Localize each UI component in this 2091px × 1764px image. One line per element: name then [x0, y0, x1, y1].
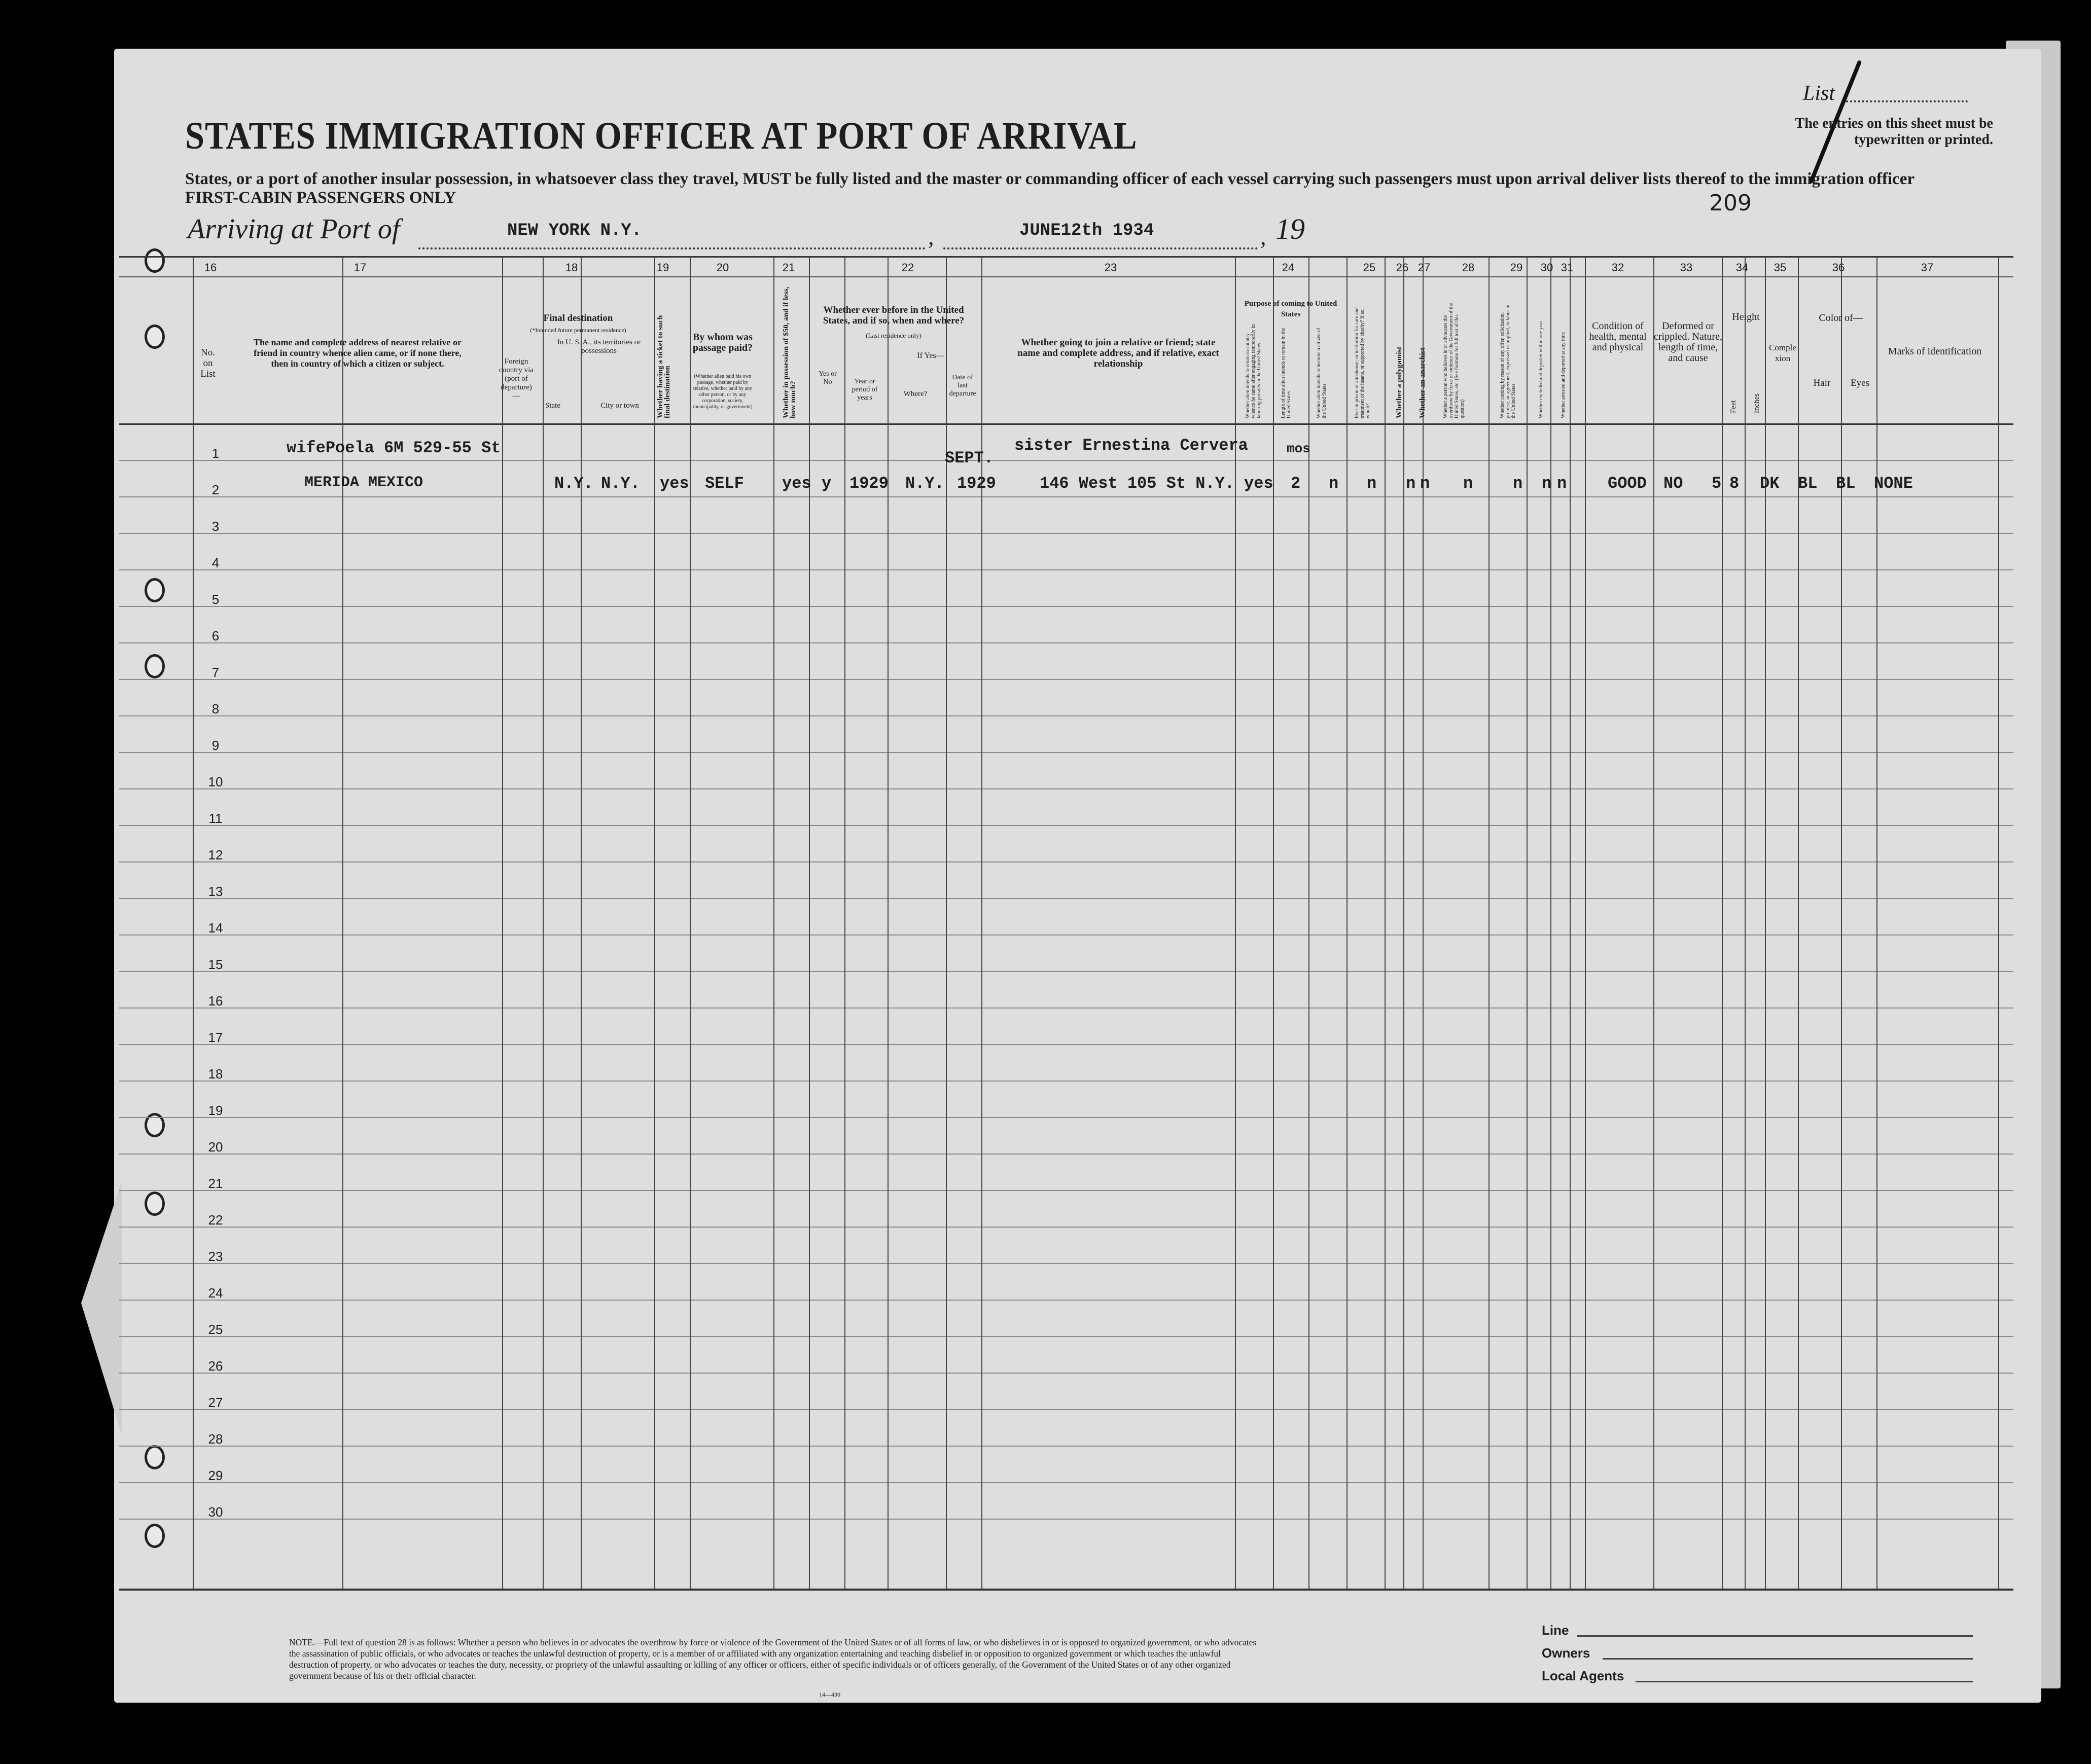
- column-rule: [1385, 256, 1386, 1589]
- citizen-intent-value: n: [1329, 474, 1339, 493]
- col-header-18-foreign: Foreign country via (port of departure)—: [499, 357, 534, 400]
- deformed-value: NO: [1663, 474, 1683, 493]
- col-header-22-year: Year or period of years: [852, 378, 878, 402]
- row-number: 17: [208, 1030, 223, 1045]
- row-number: 30: [208, 1504, 223, 1520]
- entries-note: The entries on this sheet must be typewritten or printed.: [1795, 116, 1993, 148]
- col-header-18: Final destination: [543, 313, 613, 323]
- where-value: N.Y.: [905, 474, 944, 493]
- row-number: 22: [208, 1212, 223, 1228]
- class-line: FIRST-CABIN PASSENGERS ONLY: [185, 189, 456, 207]
- col-header-34-feet: Feet: [1729, 400, 1738, 413]
- col-header-28: Whether a person who believes in or advocates the overthrow by force or violence of the Government of the United States, etc. (See footnote for full text of this question): [1443, 303, 1465, 418]
- col-num-20: 20: [716, 261, 729, 274]
- col-header-22-date: Date of last departure: [949, 374, 976, 398]
- col-header-35: Complexion: [1769, 343, 1796, 363]
- prison-value: n: [1367, 474, 1377, 493]
- row-rule: [119, 715, 2013, 716]
- column-rule: [1488, 256, 1490, 1589]
- col-num-21: 21: [782, 261, 795, 274]
- page-title: STATES IMMIGRATION OFFICER AT PORT OF ARRIVAL: [185, 115, 1138, 157]
- ticket-value: yes: [660, 474, 689, 493]
- footnote-question-28: NOTE.—Full text of question 28 is as follows: Whether a person who believes in or advocates the overthrow by force or violence of the Government of the United States or of all forms of law, or who disbelieves in or is opposed to organized government, or who advocates the assassination of public officials, or who advocates or teaches the unlawful destruction of property, or is a member of or affiliated with any organization entertaining and teaching disbelief in or opposition to organized government or which teaches the unlawful destruction of property, or who advocates or teaches the duty, necessity, or propriety of the unlawful assaulting or killing of any officer or officers, either of specific individuals or of officers generally, of the Government of the United States or of any other organized government because of his or their official character.: [289, 1637, 1257, 1681]
- marks-value: NONE: [1874, 474, 1913, 493]
- col-header-22-where: Where?: [903, 390, 928, 398]
- anarchist-value: n: [1420, 474, 1430, 493]
- row-rule: [119, 1007, 2013, 1009]
- column-rule: [1346, 256, 1348, 1589]
- row-number: 29: [208, 1468, 223, 1483]
- column-rule: [1273, 256, 1274, 1589]
- row-number: 10: [208, 774, 223, 789]
- col-header-37: Marks of identification: [1888, 346, 1982, 357]
- header-bottom-rule: [119, 423, 2013, 425]
- column-rule: [1550, 256, 1551, 1589]
- col-header-18-usa: In U. S. A., its territories or possessions: [557, 338, 641, 355]
- row-number: 19: [208, 1103, 223, 1118]
- agents-label: Local Agents: [1542, 1668, 1624, 1683]
- col-header-24-citizen: Whether alien intends to become a citizen of the United States: [1316, 328, 1327, 418]
- row-rule: [119, 1446, 2013, 1447]
- column-rule: [844, 256, 845, 1589]
- row-number: 25: [208, 1322, 223, 1337]
- year-prefix: 19: [1275, 212, 1305, 245]
- col-header-21: Whether in possession of $50, and if less, how much?: [782, 286, 797, 418]
- column-rule: [888, 256, 889, 1589]
- col-num-24: 24: [1282, 261, 1295, 274]
- date-comma: ,: [1260, 224, 1266, 249]
- col-header-34: Height: [1732, 311, 1760, 322]
- row-number: 11: [208, 811, 223, 826]
- col-num-32: 32: [1611, 261, 1624, 274]
- has-50-value: yes: [782, 474, 811, 493]
- col-num-19: 19: [656, 261, 669, 274]
- col-header-24: Purpose of coming to United States: [1244, 300, 1337, 318]
- col-num-31: 31: [1561, 261, 1574, 274]
- row-rule: [119, 533, 2013, 534]
- line-rule: [1577, 1635, 1973, 1637]
- row-rule: [119, 1373, 2013, 1374]
- row-number: 16: [208, 993, 223, 1009]
- column-rule: [502, 256, 503, 1589]
- return-intent-value: yes: [1244, 474, 1273, 493]
- row-rule: [119, 1081, 2013, 1082]
- labor-offer-value: n: [1513, 474, 1523, 493]
- departure-year: 1929: [957, 474, 996, 493]
- col-num-18: 18: [565, 261, 578, 274]
- row-number: 7: [211, 665, 220, 680]
- col-num-16: 16: [204, 261, 217, 274]
- port-comma: ,: [928, 224, 934, 249]
- col-header-20: By whom was passage paid?: [692, 332, 753, 353]
- col-header-18-city: City or town: [600, 402, 639, 410]
- col-header-22-note: (Last residence only): [866, 332, 922, 339]
- manifest-table: [119, 256, 2013, 1602]
- row-number: 6: [211, 628, 220, 643]
- row-rule: [119, 752, 2013, 753]
- row-number: 9: [211, 738, 220, 753]
- column-rule: [543, 256, 544, 1589]
- col-header-19: Whether having a ticket to such final destination: [656, 315, 671, 418]
- column-rule: [809, 256, 810, 1589]
- page-subtitle: States, or a port of another insular possession, in whatsoever class they travel, MUST be fully listed and the master or commanding officer of each vessel carrying such passengers must upon arrival deliver lists thereof to the immigration officer: [185, 170, 1915, 188]
- row-rule: [119, 1300, 2013, 1301]
- row-number: 18: [208, 1066, 223, 1082]
- col-num-33: 33: [1680, 261, 1693, 274]
- column-rule: [1235, 256, 1236, 1589]
- owners-rule: [1603, 1658, 1973, 1660]
- col-num-29: 29: [1510, 261, 1523, 274]
- col-header-29: Whether coming by reason of any offer, solicitation, promise, or agreement, expressed or implied, to labor in the United States: [1500, 304, 1516, 418]
- length-stay-value: 2: [1291, 474, 1301, 493]
- complexion-value: DK: [1760, 474, 1780, 493]
- relative-line-2: MERIDA MEXICO: [304, 474, 423, 491]
- col-header-26: Whether a polygamist: [1395, 346, 1403, 418]
- overthrow-value: n: [1463, 474, 1473, 493]
- row-number: 14: [208, 920, 223, 935]
- col-header-27: Whether an anarchist: [1419, 347, 1427, 418]
- eyes-value: BL: [1836, 474, 1856, 493]
- col-header-36: Color of—: [1819, 312, 1863, 323]
- join-line-1: sister Ernestina Cervera: [1014, 436, 1248, 455]
- owners-label: Owners: [1542, 1645, 1590, 1661]
- departure-month: SEPT.: [945, 449, 994, 467]
- col-header-36-hair: Hair: [1813, 378, 1831, 388]
- col-num-28: 28: [1462, 261, 1475, 274]
- col-header-32: Condition of health, mental and physical: [1589, 320, 1647, 353]
- row-number: 13: [208, 884, 223, 899]
- list-label: List: [1803, 82, 1835, 105]
- column-rule: [193, 256, 194, 1589]
- column-rule: [1570, 256, 1571, 1589]
- col-header-16: No. on List: [200, 347, 216, 379]
- column-rule: [773, 256, 774, 1589]
- list-number: [1876, 76, 1877, 77]
- column-rule: [1653, 256, 1654, 1589]
- col-num-34: 34: [1735, 261, 1749, 274]
- col-header-18-note: (*Intended future permanent residence): [530, 327, 626, 334]
- col-num-37: 37: [1921, 261, 1934, 274]
- col-header-31: Whether arrested and deported at any time: [1561, 332, 1566, 418]
- excluded-value: n: [1542, 474, 1552, 493]
- row-rule: [119, 1154, 2013, 1155]
- row-rule: [119, 1519, 2013, 1520]
- dest-state: N.Y.: [554, 474, 593, 493]
- col-header-36-eyes: Eyes: [1851, 378, 1869, 388]
- row-rule: [119, 606, 2013, 607]
- col-num-36: 36: [1832, 261, 1845, 274]
- col-header-24-length: Length of time alien intends to remain in the United States: [1281, 328, 1292, 418]
- row-rule: [119, 496, 2013, 497]
- arrested-value: n: [1557, 474, 1567, 493]
- arriving-label: Arriving at Port of: [188, 213, 400, 245]
- polygamist-value: n: [1406, 474, 1416, 493]
- column-rule: [1585, 256, 1586, 1589]
- row-rule: [119, 1336, 2013, 1337]
- column-rule: [1403, 256, 1404, 1589]
- row-number: 12: [208, 847, 223, 862]
- row-rule: [119, 1482, 2013, 1483]
- join-line-2: 146 West 105 St N.Y.: [1040, 474, 1235, 493]
- date-value: JUNE12th 1934: [1019, 221, 1154, 240]
- row-number: 27: [208, 1395, 223, 1410]
- row-rule: [119, 788, 2013, 789]
- row-number: 3: [211, 519, 220, 534]
- column-rule: [1798, 256, 1799, 1589]
- row-rule: [119, 642, 2013, 643]
- health-value: GOOD: [1608, 474, 1647, 493]
- col-num-26: 26: [1396, 261, 1409, 274]
- row-number: 26: [208, 1358, 223, 1374]
- row-rule: [119, 1409, 2013, 1410]
- row-rule: [119, 1044, 2013, 1045]
- col-num-22: 22: [901, 261, 914, 274]
- col-header-24-return: Whether alien intends to return to country whence he came after engaging temporarily in laboring pursuits in the United States: [1245, 324, 1262, 418]
- feet-value: 5: [1712, 474, 1722, 493]
- year-period-value: 1929: [849, 474, 889, 493]
- row-rule: [119, 1117, 2013, 1118]
- col-num-23: 23: [1104, 261, 1117, 274]
- col-header-17: The name and complete address of nearest relative or friend in country whence alien came, or if none there, then in country of which a citizen or subject.: [254, 337, 462, 369]
- col-header-20-note: (Whether alien paid his own passage, whether paid by relative, whether paid by any other person, or by any corporation, society, municipality, or government): [693, 374, 753, 410]
- page-number: 209: [1709, 190, 1752, 216]
- row-rule: [119, 1190, 2013, 1191]
- column-rule: [654, 256, 655, 1589]
- col-num-35: 35: [1774, 261, 1787, 274]
- col-header-18-state: State: [545, 402, 560, 410]
- agents-rule: [1636, 1681, 1973, 1682]
- row-rule: [119, 679, 2013, 680]
- row-number: 28: [208, 1431, 223, 1447]
- date-line: [943, 247, 1258, 249]
- table-bottom-rule: [119, 1589, 2013, 1591]
- col-num-17: 17: [353, 261, 367, 274]
- col-header-30: Whether excluded and deported within one year: [1538, 320, 1544, 418]
- col-header-22: Whether ever before in the United States, and if so, when and where?: [823, 305, 965, 326]
- row-rule: [119, 1227, 2013, 1228]
- row-number: 8: [211, 701, 220, 716]
- row-rule: [119, 825, 2013, 826]
- dest-city: N.Y.: [601, 474, 640, 493]
- row-number: 20: [208, 1139, 223, 1155]
- before-us-value: y: [822, 474, 832, 493]
- hair-value: BL: [1798, 474, 1818, 493]
- page-fold: [81, 1181, 122, 1435]
- column-rule: [1876, 256, 1877, 1589]
- row-rule: [119, 460, 2013, 461]
- port-value: NEW YORK N.Y.: [507, 221, 642, 240]
- row-number: 1: [211, 446, 220, 461]
- row-rule: [119, 569, 2013, 570]
- column-rule: [581, 256, 582, 1589]
- relative-line-1: wifePoela 6M 529-55 St: [287, 439, 501, 457]
- col-header-25: Ever in prison or almshouse, or institution for care and treatment of the insane, or supported by charity? If so, which?: [1354, 307, 1371, 418]
- port-line: [418, 247, 926, 249]
- row-number: 15: [208, 957, 223, 972]
- column-rule: [1423, 256, 1424, 1589]
- column-rule: [1527, 256, 1528, 1589]
- col-num-30: 30: [1540, 261, 1553, 274]
- col-header-33: Deformed or crippled. Nature, length of time, and cause: [1654, 320, 1722, 364]
- row-number: 24: [208, 1285, 223, 1301]
- inches-value: 8: [1729, 474, 1740, 493]
- row-number: 5: [211, 592, 220, 607]
- length-unit: mos: [1287, 441, 1310, 456]
- col-header-22-yesno: Yes or No: [819, 370, 837, 386]
- row-number: 21: [208, 1176, 223, 1191]
- col-num-27: 27: [1417, 261, 1431, 274]
- row-number: 23: [208, 1249, 223, 1264]
- col-header-22-ifyes: If Yes—: [917, 351, 944, 360]
- colnum-rule: [119, 276, 2013, 277]
- column-rule: [1745, 256, 1746, 1589]
- row-rule: [119, 1263, 2013, 1264]
- list-number-line: [1846, 100, 1968, 102]
- col-num-25: 25: [1363, 261, 1376, 274]
- column-rule: [1841, 256, 1842, 1589]
- row-number: 2: [211, 482, 220, 497]
- col-header-34-inches: Inches: [1753, 393, 1761, 413]
- col-header-23: Whether going to join a relative or friend; state name and complete address, and if relative, exact relationship: [1017, 337, 1219, 369]
- passage-paid-value: SELF: [705, 474, 744, 493]
- column-rule: [1998, 256, 1999, 1589]
- line-label: Line: [1542, 1623, 1569, 1638]
- column-rule: [1722, 256, 1723, 1589]
- row-rule: [119, 934, 2013, 935]
- column-rule: [1765, 256, 1766, 1589]
- column-rule: [690, 256, 691, 1589]
- form-number: 14—430: [819, 1691, 840, 1698]
- row-number: 4: [211, 555, 220, 570]
- row-rule: [119, 898, 2013, 899]
- row-rule: [119, 971, 2013, 972]
- row-rule: [119, 861, 2013, 862]
- table-top-rule: [119, 256, 2013, 258]
